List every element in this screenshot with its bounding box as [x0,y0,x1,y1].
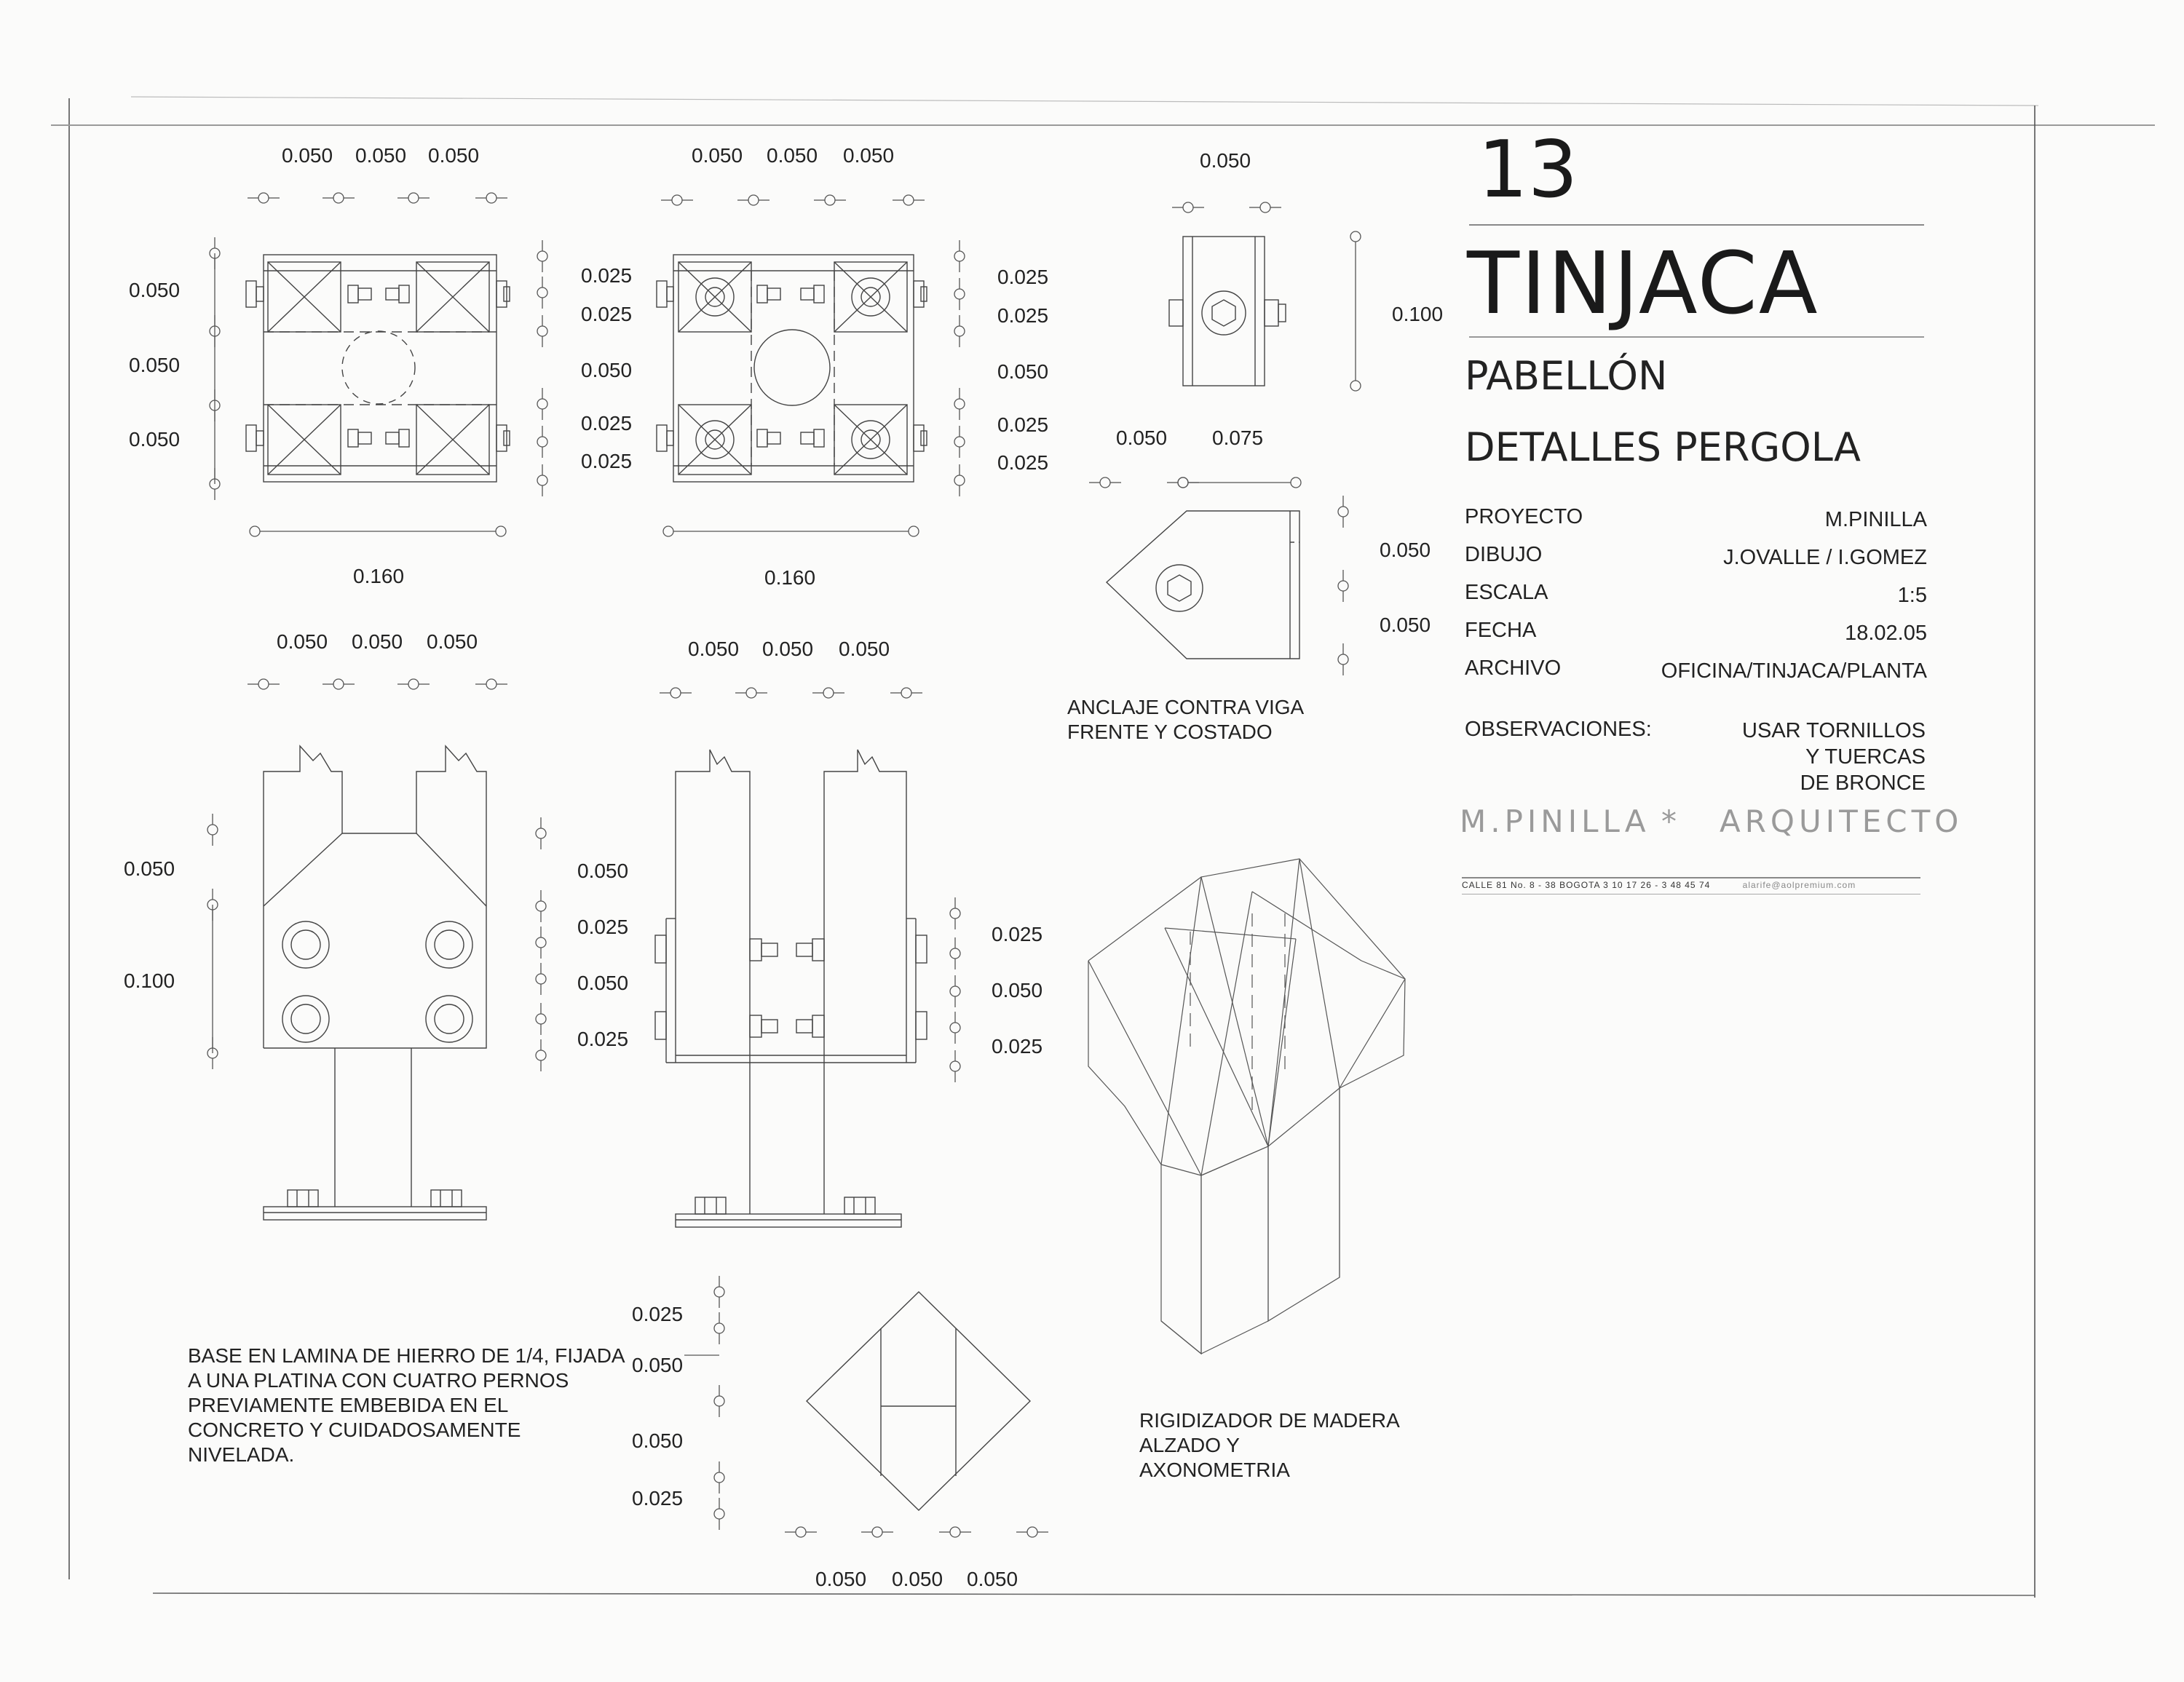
value-scale: 1:5 [1897,584,1927,607]
title-rule-2 [1469,336,1924,338]
dimension-label: 0.050 [632,1354,684,1376]
email-text: alarife@aolpremium.com [1742,880,1856,890]
dimension-label: 0.050 [577,972,629,994]
dimension-label: 0.025 [997,451,1049,474]
info-row-project [1465,507,1927,536]
address-text: CALLE 81 No. 8 - 38 BOGOTA 3 10 17 26 - 3 48 45 74 [1462,880,1711,890]
plan-detail-crossed-boxes [246,255,510,482]
dimension-label: 0.025 [997,266,1049,288]
dimension-label: 0.025 [577,1028,629,1050]
subtitle-details: DETALLES PERGOLA [1465,424,1861,470]
label-project: PROYECTO [1465,505,1583,528]
dimension-label: 0.050 [997,360,1049,383]
dimension-label: 0.050 [892,1568,943,1590]
dimension-label: 0.160 [353,565,405,587]
dimension-label: 0.025 [581,412,633,435]
title-rule-1 [1469,224,1924,226]
value-date: 18.02.05 [1845,622,1927,645]
dimension-lines [207,193,1361,1537]
dimension-label: 0.075 [1212,427,1264,449]
anchor-note: ANCLAJE CONTRA VIGA FRENTE Y COSTADO [1067,696,1305,743]
dimension-label: 0.050 [767,144,818,167]
info-row-scale [1465,582,1927,611]
dimension-label: 0.050 [843,144,895,167]
signature-star: * [1661,804,1681,839]
value-drawing: J.OVALLE / I.GOMEZ [1723,546,1927,569]
dimension-label: 0.050 [839,638,890,660]
dimension-label: 0.025 [632,1487,684,1510]
dimension-label: 0.025 [992,923,1043,945]
dimension-label: 0.050 [692,144,743,167]
dimension-label: 0.050 [688,638,740,660]
dimension-label: 0.050 [992,979,1043,1001]
dimension-label: 0.160 [764,566,816,589]
axonometric-stiffener [1088,859,1405,1354]
info-row-file [1465,658,1927,687]
dimension-label: 0.050 [427,630,478,653]
dimension-label: 0.025 [997,304,1049,327]
dimension-label: 0.050 [282,144,333,167]
anchor-small-plan [1169,237,1286,386]
dimension-label: 0.050 [124,857,175,880]
project-title: TINJACA [1467,233,1819,333]
dimension-label: 0.050 [277,630,328,653]
dimension-label: 0.050 [762,638,814,660]
label-date: FECHA [1465,619,1537,642]
dimension-label: 0.050 [581,359,633,381]
dimension-label: 0.050 [632,1429,684,1452]
label-file: ARCHIVO [1465,656,1562,680]
stiffener-note: RIGIDIZADOR DE MADERA ALZADO Y AXONOMETRIA [1139,1409,1400,1481]
dimension-label: 0.025 [997,413,1049,436]
dimension-label: 0.050 [129,428,181,451]
observations-label: OBSERVACIONES: [1465,718,1652,741]
dimension-label: 0.050 [967,1568,1018,1590]
info-row-date [1465,620,1927,649]
signature-name: M.PINILLA [1460,804,1650,839]
dimension-label: 0.050 [1116,427,1168,449]
dimension-label: 0.100 [124,969,175,992]
sheet-number: 13 [1478,124,1578,215]
value-file: OFICINA/TINJACA/PLANTA [1661,659,1927,683]
dimension-label: 0.050 [352,630,403,653]
info-row-drawing [1465,544,1927,574]
address-rule [1462,877,1920,878]
dimension-label: 0.025 [581,303,633,325]
address-line [1462,881,1856,889]
anchor-beam-elevation [1107,511,1299,659]
dimension-label: 0.025 [992,1035,1043,1058]
dimension-label: 0.025 [632,1303,684,1325]
signature-title: ARQUITECTO [1720,804,1963,839]
observations-value: USAR TORNILLOS Y TUERCAS DE BRONCE [1742,719,1926,795]
plate-elevation-front [264,746,486,1220]
plate-elevation-side [655,750,927,1227]
label-drawing: DIBUJO [1465,543,1543,566]
dimension-label: 0.050 [1380,539,1431,561]
dimension-label: 0.050 [355,144,407,167]
dimension-label: 0.025 [581,450,633,472]
dimension-label: 0.050 [1200,149,1251,172]
value-project: M.PINILLA [1824,508,1927,531]
base-plate-plan-diamond [807,1292,1030,1510]
dimension-label: 0.050 [1380,614,1431,636]
base-plate-note: BASE EN LAMINA DE HIERRO DE 1/4, FIJADA A UNA PLATINA CON CUATRO PERNOS PREVIAMENTE EMBEBIDA EN EL CONCRETO Y CUIDADOSAMENTE NIVELADA. [188,1344,625,1466]
dimension-label: 0.025 [581,264,633,287]
dimension-label: 0.050 [428,144,480,167]
dimension-label: 0.050 [815,1568,867,1590]
dimension-label: 0.100 [1392,303,1444,325]
dimension-label: 0.025 [577,916,629,938]
plan-detail-bolt-heads [657,255,927,482]
subtitle-pavilion: PABELLÓN [1465,353,1668,399]
dimension-label: 0.050 [129,354,181,376]
label-scale: ESCALA [1465,581,1548,604]
dimension-label: 0.050 [129,279,181,301]
dimension-label: 0.050 [577,860,629,882]
